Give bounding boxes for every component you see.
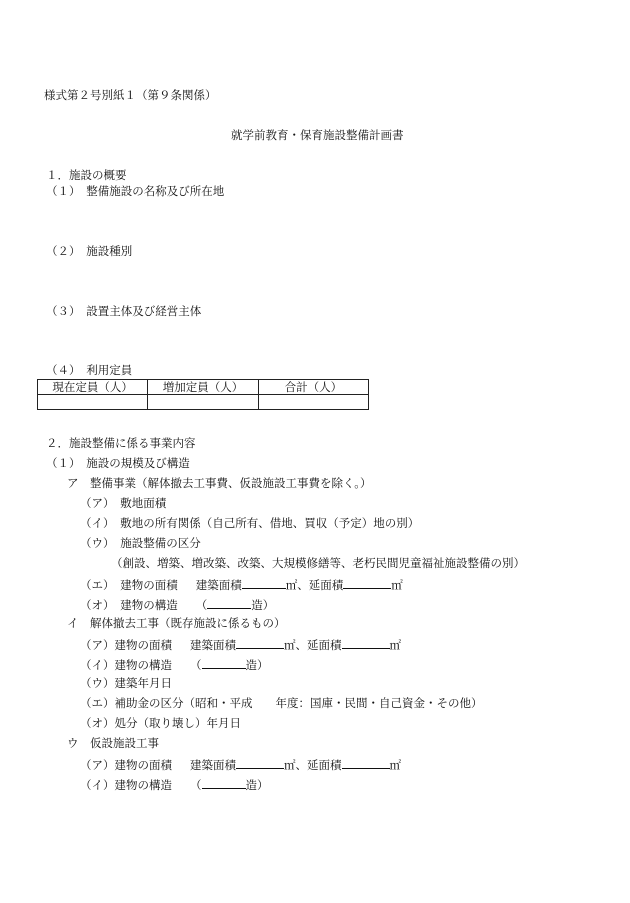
b-subsidy-category: （エ）補助金の区分（昭和・平成 年度：国庫・民間・自己資金・その他）: [80, 696, 483, 710]
capacity-table: [37, 379, 369, 410]
item-2-1: （１） 施設の規模及び構造: [46, 456, 190, 470]
header-added-capacity: 増加定員（人）: [148, 380, 258, 395]
item-1-1: （１） 整備施設の名称及び所在地: [46, 184, 225, 198]
cell-current-capacity[interactable]: [38, 395, 148, 410]
cell-added-capacity[interactable]: [148, 395, 258, 410]
section-1-heading: １．施設の概要: [46, 168, 127, 182]
sub-c-title: ウ 仮設施設工事: [67, 736, 159, 750]
b-building-area: （ア）建物の面積 建築面積 ㎡、延面積 ㎡: [80, 638, 401, 652]
item-1-3: （３） 設置主体及び経営主体: [46, 304, 202, 318]
sub-a-title: ア 整備事業（解体撤去工事費、仮設施設工事費を除く。）: [67, 476, 372, 490]
header-current-capacity: 現在定員（人）: [38, 380, 148, 395]
form-label: 様式第２号別紙１（第９条関係）: [44, 88, 217, 102]
c-total-floor-area-blank[interactable]: [342, 756, 390, 769]
c-building-area: （ア）建物の面積 建築面積 ㎡、延面積 ㎡: [80, 758, 401, 772]
sub-b-title: イ 解体撤去工事（既存施設に係るもの）: [67, 616, 286, 630]
a-building-area: （エ） 建物の面積 建築面積 ㎡、延面積 ㎡: [80, 578, 403, 592]
b-building-structure: （イ）建物の構造 （ 造）: [80, 658, 269, 672]
total-floor-area-blank[interactable]: [343, 576, 391, 589]
b-total-floor-area-blank[interactable]: [342, 636, 390, 649]
item-1-4: （４） 利用定員: [46, 363, 133, 377]
building-area-blank[interactable]: [242, 576, 286, 589]
a-work-category: （ウ） 施設整備の区分: [80, 536, 201, 550]
a-work-category-options: （創設、増築、増改築、改築、大規模修繕等、老朽民間児童福祉施設整備の別）: [111, 556, 525, 570]
table-row: [38, 395, 369, 410]
c-structure-blank[interactable]: [202, 776, 246, 789]
c-building-structure: （イ）建物の構造 （ 造）: [80, 778, 269, 792]
structure-blank[interactable]: [207, 596, 251, 609]
b-disposal-date: （オ）処分（取り壊し）年月日: [80, 716, 241, 730]
section-2-heading: ２．施設整備に係る事業内容: [46, 436, 196, 450]
item-1-2: （２） 施設種別: [46, 244, 133, 258]
b-structure-blank[interactable]: [202, 656, 246, 669]
header-total-capacity: 合計（人）: [258, 380, 368, 395]
page-title: 就学前教育・保育施設整備計画書: [231, 128, 404, 142]
c-building-area-blank[interactable]: [236, 756, 284, 769]
a-building-structure: （オ） 建物の構造 （ 造）: [80, 598, 275, 612]
b-construction-date: （ウ）建築年月日: [80, 676, 172, 690]
table-header-row: [38, 380, 369, 395]
cell-total-capacity[interactable]: [258, 395, 368, 410]
a-site-area: （ア） 敷地面積: [80, 496, 167, 510]
a-site-ownership: （イ） 敷地の所有関係（自己所有、借地、買収（予定）地の別）: [80, 516, 420, 530]
b-building-area-blank[interactable]: [236, 636, 284, 649]
